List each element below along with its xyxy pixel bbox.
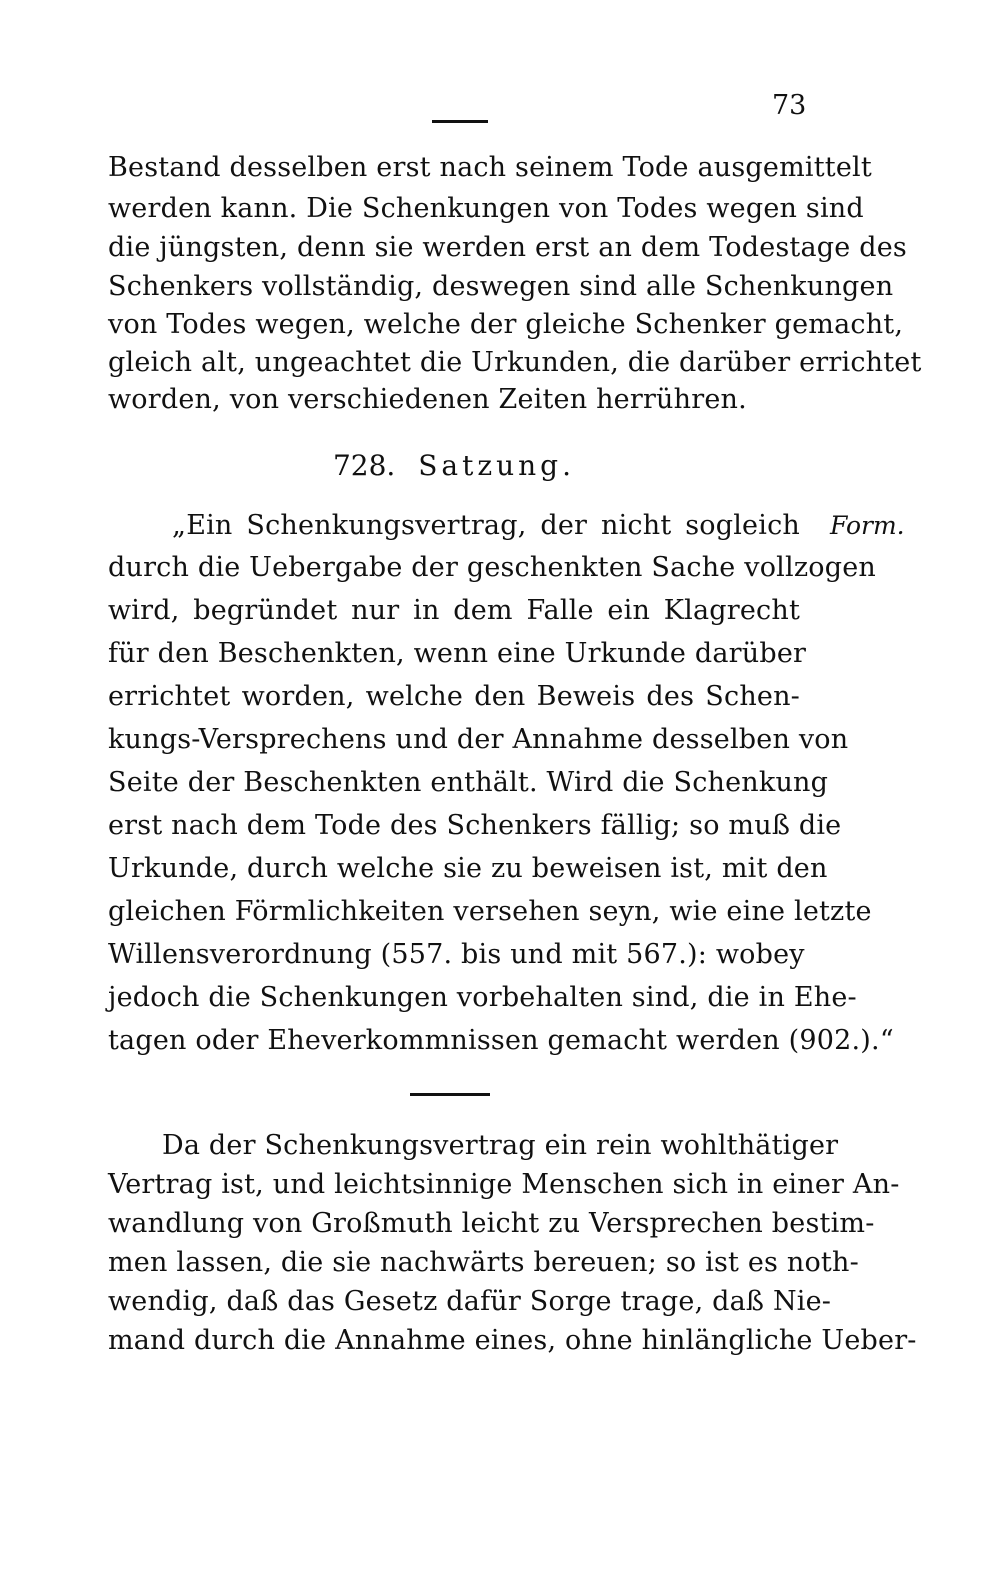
text-line: von Todes wegen, welche der gleiche Schenker gemacht, <box>108 309 904 340</box>
text-line: Da der Schenkungsvertrag ein rein wohlthätiger <box>162 1130 839 1161</box>
section-number: 728. <box>332 449 396 482</box>
text-line: wendig, daß das Gesetz dafür Sorge trage, daß Nie- <box>108 1286 832 1317</box>
page-number: 73 <box>772 90 807 121</box>
header-rule <box>432 120 488 123</box>
text-line: kungs-Versprechens und der Annahme desselben von <box>108 724 849 755</box>
section-title: Satzung. <box>418 449 576 482</box>
text-line: errichtet worden, welche den Beweis des Schen- <box>108 681 800 712</box>
section-heading <box>108 448 800 484</box>
text-line: Bestand desselben erst nach seinem Tode ausgemittelt <box>108 152 872 183</box>
text-line: für den Beschenkten, wenn eine Urkunde darüber <box>108 638 807 669</box>
text-line: Urkunde, durch welche sie zu beweisen ist, mit den <box>108 853 828 884</box>
text-line: „Ein Schenkungsvertrag, der nicht sogleich <box>172 510 800 541</box>
text-line: worden, von verschiedenen Zeiten herrühren. <box>108 384 747 415</box>
text-line: Willensverordnung (557. bis und mit 567.): wobey <box>108 939 805 970</box>
text-line: durch die Uebergabe der geschenkten Sache vollzogen <box>108 552 876 583</box>
text-line: wandlung von Großmuth leicht zu Versprechen bestim- <box>108 1208 875 1239</box>
text-line: tagen oder Eheverkommnissen gemacht werden (902.).“ <box>108 1025 894 1056</box>
text-line: werden kann. Die Schenkungen von Todes wegen sind <box>108 193 864 224</box>
text-line: gleichen Förmlichkeiten versehen seyn, wie eine letzte <box>108 896 872 927</box>
section-divider <box>410 1093 490 1096</box>
text-line: jedoch die Schenkungen vorbehalten sind, die in Ehe- <box>108 982 857 1013</box>
text-line: die jüngsten, denn sie werden erst an dem Todestage des <box>108 232 907 263</box>
text-line: Vertrag ist, und leichtsinnige Menschen sich in einer An- <box>108 1169 900 1200</box>
text-line: wird, begründet nur in dem Falle ein Klagrecht <box>108 595 800 626</box>
text-line: mand durch die Annahme eines, ohne hinlängliche Ueber- <box>108 1325 917 1356</box>
text-line: Schenkers vollständig, deswegen sind alle Schenkungen <box>108 271 894 302</box>
text-line: men lassen, die sie nachwärts bereuen; so ist es noth- <box>108 1247 859 1278</box>
text-line: erst nach dem Tode des Schenkers fällig; so muß die <box>108 810 842 841</box>
text-line: gleich alt, ungeachtet die Urkunden, die darüber errichtet <box>108 347 922 378</box>
text-line: Seite der Beschenkten enthält. Wird die Schenkung <box>108 767 829 798</box>
margin-note: Form. <box>830 511 905 540</box>
